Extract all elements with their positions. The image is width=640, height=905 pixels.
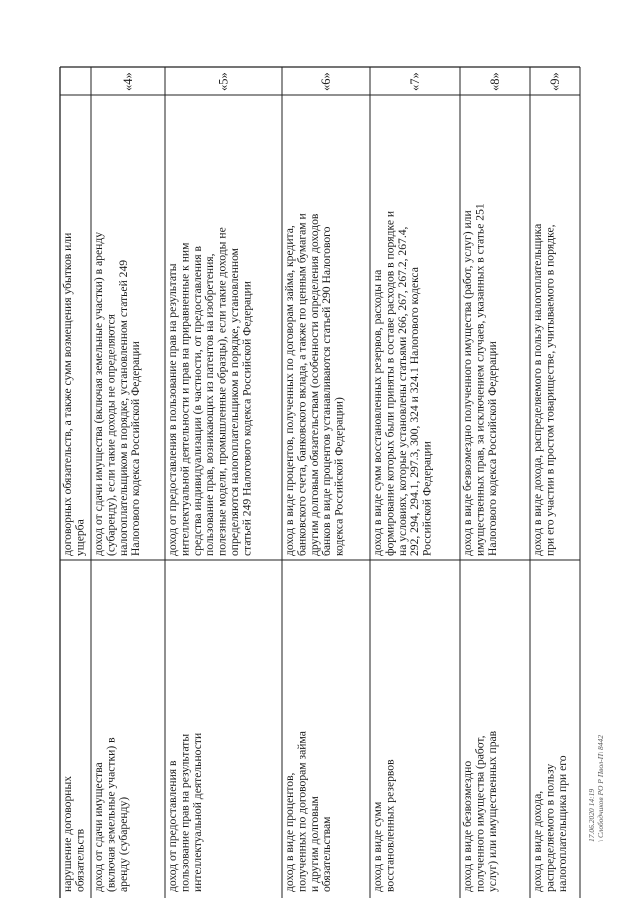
margin-stamp-line: 17.06.2020 14:19	[587, 788, 596, 842]
income-type-line: полученного имущества (работ,	[473, 735, 487, 892]
income-description-line: договорных обязательств, а также сумм возмещения убытков или	[61, 232, 74, 556]
income-description-line: 292, 294, 294.1, 297.3, 300, 324 и 324.1 Налогового кодекса	[408, 267, 422, 556]
income-description-line: доход в виде сумм восстановленных резервов, расходы на	[371, 269, 384, 556]
income-description-line: кодекса Российской Федерации)	[332, 397, 346, 556]
income-description-line: другим долговым обязательствам (особенности определения доходов	[307, 213, 321, 556]
income-type-line: полученных по договорам займа	[295, 731, 309, 892]
row-number: «8»	[488, 72, 502, 91]
income-description-line: доход в виде дохода, распределяемого в пользу налогоплательщика	[531, 223, 544, 556]
income-description-line: интеллектуальной деятельности и прав на приравненные к ним	[178, 242, 192, 556]
income-type-line: доход в виде безвозмездно	[461, 760, 474, 892]
income-type-line: обязательств	[73, 828, 87, 892]
income-description-line: на условиях, которые установлены статьями 266, 267, 267.2, 267.4,	[395, 226, 409, 556]
income-description-line: Российской Федерации	[420, 441, 434, 556]
income-type-line: доход в виде сумм	[371, 801, 384, 892]
income-type-line: восстановленных резервов	[383, 759, 397, 892]
row-number: «5»	[216, 72, 231, 91]
income-type-line: аренду (субаренду)	[116, 796, 130, 892]
row-number: «6»	[319, 72, 333, 91]
income-type-line: налогоплательщика при его	[555, 755, 569, 892]
row-number: «4»	[121, 72, 135, 91]
income-description-line: банковского счета, банковского вклада, а также по ценным бумагам и	[295, 213, 309, 556]
income-type-line: нарушение договорных	[61, 775, 74, 892]
income-type-line: интеллектуальной деятельности	[190, 732, 204, 892]
income-description-line: банков в виде процентов устанавливаются статьей 290 Налогового	[320, 226, 334, 556]
income-description-line: пользование прав, возникающих из патентов на изобретения,	[203, 253, 217, 556]
income-description-line: определяются налогоплательщиком в порядке, установленном	[228, 247, 241, 556]
income-description-line: доход от предоставления в пользование прав на результаты	[166, 263, 179, 556]
income-type-line: и другим долговым	[307, 796, 321, 892]
income-type-line: доход от сдачи имущества	[92, 762, 105, 892]
income-type-line: доход в виде процентов,	[283, 772, 296, 892]
income-description-line: формирование которых были приняты в составе расходов в порядке и	[383, 210, 397, 556]
income-type-line: доход от предоставления в	[166, 760, 179, 892]
row-number: «7»	[408, 72, 422, 91]
income-description-line: ущерба	[73, 519, 87, 556]
row-number: «9»	[548, 72, 562, 91]
income-type-line: распределяемого в пользу	[543, 763, 557, 892]
income-description-line: налогоплательщиком в порядке, установленном статьей 249	[116, 259, 130, 556]
income-description-line: доход от сдачи имущества (включая земельные участки) в аренду	[92, 231, 105, 556]
income-description-line: имущественных прав, за исключением случаев, указанных в статье 251	[473, 203, 487, 556]
margin-stamp-line: \ Слободчиков РО Р Пвол-П\ 8442	[596, 734, 605, 842]
income-type-line: пользование прав на результаты	[178, 733, 192, 892]
income-description-line: доход в виде безвозмездно полученного имущества (работ, услуг) или	[461, 210, 474, 556]
income-description-line: при его участии в простом товариществе, учитываемого в порядке,	[543, 224, 557, 556]
income-type-line: доход в виде дохода,	[531, 790, 544, 892]
income-description-line: средства индивидуализации (в частности, от предоставления в	[190, 245, 204, 556]
income-description-line: полезные модели, промышленные образцы), если такие доходы не	[215, 227, 229, 556]
income-type-line: услуг) или имущественных прав	[485, 730, 499, 892]
income-type-line: обязательствам	[320, 816, 334, 892]
income-description-line: (субаренду), если такие доходы не определяются	[104, 314, 118, 556]
income-description-line: статьей 249 Налогового кодекса Российской Федерации	[240, 281, 254, 556]
income-description-line: Налогового кодекса Российской Федерации	[485, 341, 499, 556]
income-type-line: (включая земельные участки) в	[104, 737, 118, 892]
income-description-line: Налогового кодекса Российской Федерации	[129, 341, 143, 556]
income-description-line: доход в виде процентов, полученных по договорам займа, кредита,	[283, 225, 296, 556]
